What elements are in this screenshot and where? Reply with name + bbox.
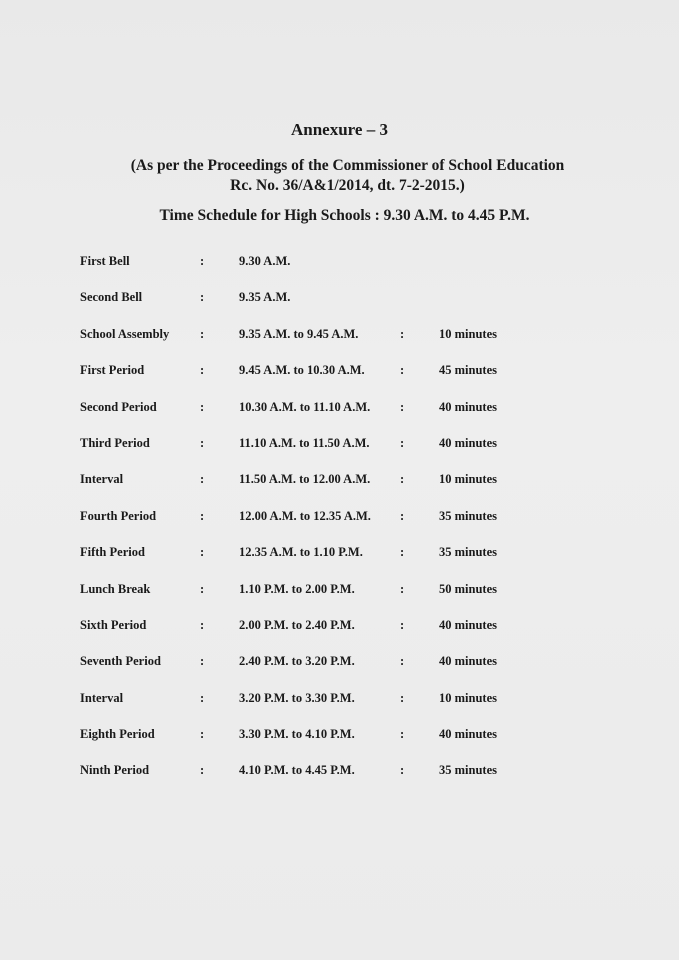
separator: :	[400, 545, 405, 560]
schedule-row	[0, 472, 679, 508]
period-label: School Assembly	[80, 326, 170, 341]
schedule-row	[0, 727, 679, 763]
document-subtitle	[0, 156, 679, 196]
separator: :	[400, 727, 405, 742]
separator: :	[200, 290, 205, 305]
time-range: 9.35 A.M.	[239, 290, 291, 305]
separator: :	[200, 472, 205, 487]
duration: 40 minutes	[439, 399, 497, 414]
duration: 10 minutes	[439, 472, 497, 487]
time-range: 10.30 A.M. to 11.10 A.M.	[239, 399, 371, 414]
time-range: 12.00 A.M. to 12.35 A.M.	[239, 508, 371, 523]
schedule-row	[0, 363, 679, 399]
time-range: 4.10 P.M. to 4.45 P.M.	[239, 763, 355, 778]
schedule-row	[0, 509, 679, 545]
schedule-row	[0, 290, 679, 326]
separator: :	[400, 763, 405, 778]
separator: :	[400, 435, 405, 450]
separator: :	[400, 472, 405, 487]
period-label: Interval	[80, 472, 124, 487]
separator: :	[400, 363, 405, 378]
period-label: Third Period	[80, 435, 150, 450]
time-range: 1.10 P.M. to 2.00 P.M.	[239, 581, 355, 596]
separator: :	[200, 326, 205, 341]
separator: :	[200, 254, 205, 268]
schedule-row	[0, 545, 679, 581]
subtitle-line-1: (As per the Proceedings of the Commissioner of School Education	[130, 157, 565, 174]
separator: :	[400, 654, 405, 669]
time-range: 11.10 A.M. to 11.50 A.M.	[239, 435, 370, 450]
separator: :	[400, 690, 405, 705]
time-range: 3.20 P.M. to 3.30 P.M.	[239, 690, 355, 705]
schedule-row	[0, 436, 679, 472]
period-label: Sixth Period	[80, 617, 147, 632]
subtitle-line-2: Rc. No. 36/A&1/2014, dt. 7-2-2015.)	[230, 177, 465, 194]
period-label: First Period	[80, 363, 145, 378]
separator: :	[400, 326, 405, 341]
separator: :	[400, 617, 405, 632]
schedule-row	[0, 618, 679, 654]
time-range: 9.30 A.M.	[239, 254, 291, 268]
schedule-row	[0, 254, 679, 290]
time-range: 11.50 A.M. to 12.00 A.M.	[239, 472, 371, 487]
separator: :	[200, 435, 205, 450]
time-range: 12.35 A.M. to 1.10 P.M.	[239, 545, 363, 560]
separator: :	[400, 399, 405, 414]
time-range: 2.40 P.M. to 3.20 P.M.	[239, 654, 355, 669]
separator: :	[200, 617, 205, 632]
duration: 35 minutes	[439, 545, 497, 560]
schedule-row	[0, 582, 679, 618]
separator: :	[200, 363, 205, 378]
period-label: Interval	[80, 690, 124, 705]
period-label: Ninth Period	[80, 763, 150, 778]
schedule-heading: Time Schedule for High Schools : 9.30 A.M. to 4.45 P.M.	[159, 207, 530, 224]
separator: :	[200, 763, 205, 778]
duration: 10 minutes	[439, 326, 497, 341]
time-range: 3.30 P.M. to 4.10 P.M.	[239, 727, 355, 742]
separator: :	[200, 399, 205, 414]
separator: :	[400, 508, 405, 523]
schedule-row	[0, 654, 679, 690]
duration: 40 minutes	[439, 654, 497, 669]
period-label: First Bell	[80, 254, 130, 268]
period-label: Second Bell	[80, 290, 143, 305]
duration: 10 minutes	[439, 690, 497, 705]
duration: 40 minutes	[439, 617, 497, 632]
period-label: Seventh Period	[80, 654, 161, 669]
separator: :	[200, 690, 205, 705]
separator: :	[200, 654, 205, 669]
period-label: Fifth Period	[80, 545, 145, 560]
duration: 40 minutes	[439, 435, 497, 450]
period-label: Second Period	[80, 399, 157, 414]
duration: 50 minutes	[439, 581, 497, 596]
separator: :	[200, 727, 205, 742]
schedule-row	[0, 763, 679, 799]
separator: :	[400, 581, 405, 596]
schedule-row	[0, 691, 679, 727]
period-label: Lunch Break	[80, 581, 151, 596]
time-range: 9.35 A.M. to 9.45 A.M.	[239, 326, 359, 341]
separator: :	[200, 545, 205, 560]
duration: 35 minutes	[439, 508, 497, 523]
separator: :	[200, 508, 205, 523]
time-range: 9.45 A.M. to 10.30 A.M.	[239, 363, 365, 378]
schedule-table	[0, 254, 679, 800]
period-label: Fourth Period	[80, 508, 157, 523]
period-label: Eighth Period	[80, 727, 155, 742]
schedule-row	[0, 327, 679, 363]
duration: 40 minutes	[439, 727, 497, 742]
document-title: Annexure – 3	[291, 120, 388, 139]
duration: 45 minutes	[439, 363, 497, 378]
time-range: 2.00 P.M. to 2.40 P.M.	[239, 617, 355, 632]
separator: :	[200, 581, 205, 596]
schedule-row	[0, 400, 679, 436]
duration: 35 minutes	[439, 763, 497, 778]
